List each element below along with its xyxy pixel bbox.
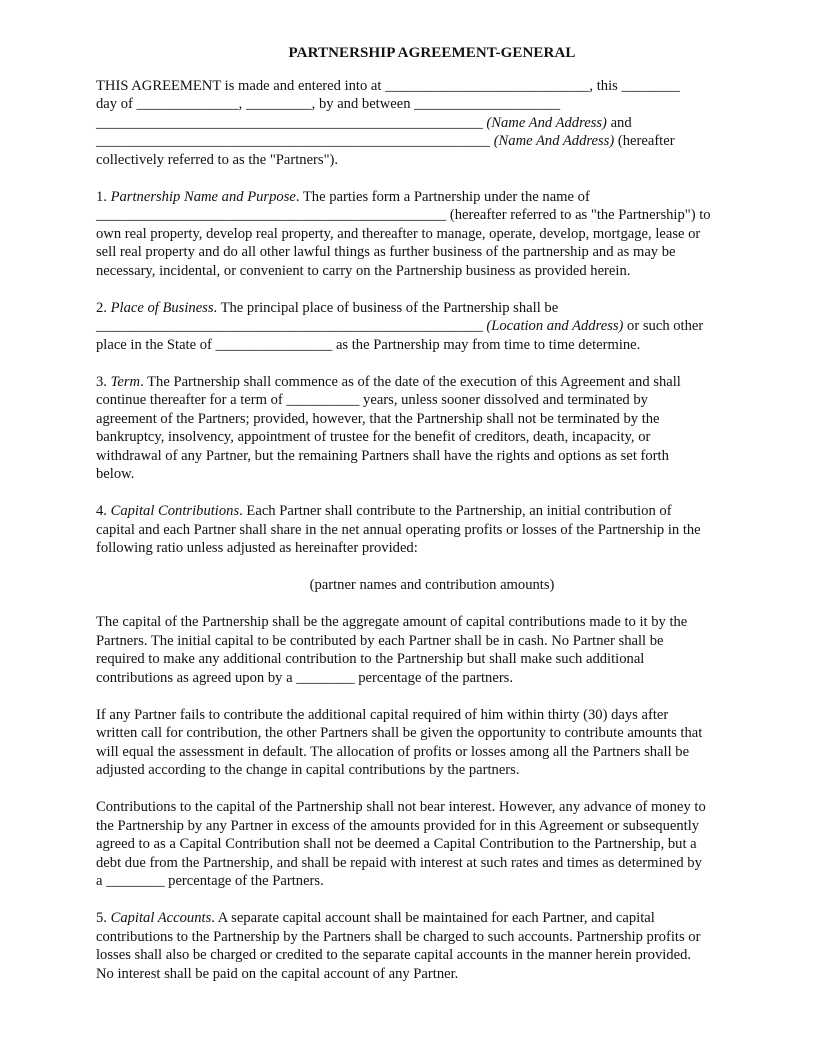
intro-line-5: collectively referred to as the "Partners"). bbox=[96, 151, 339, 168]
section-4-line-3: following ratio unless adjusted as hereinafter provided: bbox=[96, 540, 418, 556]
interest-paragraph bbox=[96, 798, 768, 891]
section-1-paragraph bbox=[96, 188, 768, 281]
name-blank-1: _____________________________________________________ bbox=[96, 114, 487, 131]
section-1-line-2: ________________________________________________ (hereafter referred to as "the Partnership") to bbox=[96, 207, 711, 223]
partner-fails-paragraph bbox=[96, 706, 768, 780]
section-5-line-2: contributions to the Partnership by the Partners shall be charged to such accounts. Partnership profits or bbox=[96, 928, 701, 945]
section-5-heading: Capital Accounts bbox=[110, 910, 212, 926]
section-3-line-2: continue thereafter for a term of __________ years, unless sooner dissolved and terminated by bbox=[96, 392, 648, 408]
section-3-line-1 bbox=[96, 373, 768, 392]
intro-paragraph bbox=[96, 77, 768, 170]
name-blank-2: ______________________________________________________ bbox=[96, 133, 494, 149]
section-2-line-2-end: or such other bbox=[623, 318, 704, 334]
section-2-line-1 bbox=[96, 299, 768, 318]
interest-line-3: agreed to as a Capital Contribution shall not be deemed a Capital Contribution to the Partnership, but a bbox=[96, 836, 697, 852]
section-2-line-3: place in the State of ________________ as the Partnership may from time to time determine. bbox=[96, 336, 641, 353]
name-and-address-label-2: (Name And Address) bbox=[493, 133, 615, 149]
section-5-line-1-rest: . A separate capital account shall be maintained for each Partner, and capital bbox=[211, 910, 655, 926]
name-and-address-label-1: (Name And Address) bbox=[486, 114, 607, 131]
interest-line-4: debt due from the Partnership, and shall be repaid with interest at such rates and times as determined by bbox=[96, 854, 702, 871]
section-4-line-1 bbox=[96, 502, 768, 521]
section-5-line-4: No interest shall be paid on the capital account of any Partner. bbox=[96, 965, 459, 982]
section-5-line-3: losses shall also be charged or credited to the separate capital accounts in the manner herein provided. bbox=[96, 947, 692, 963]
interest-line-5: a ________ percentage of the Partners. bbox=[96, 873, 324, 889]
section-2-line-2 bbox=[96, 317, 768, 336]
section-1-line-5: necessary, incidental, or convenient to carry on the Partnership business as provided herein. bbox=[96, 262, 631, 279]
section-3-paragraph bbox=[96, 373, 768, 484]
section-4-heading: Capital Contributions bbox=[110, 503, 240, 519]
section-3-number: 3. bbox=[96, 373, 111, 390]
section-3-line-5: withdrawal of any Partner, but the remaining Partners shall have the rights and options as set forth bbox=[96, 447, 669, 464]
section-2-number: 2. bbox=[96, 299, 111, 316]
section-1-line-3: own real property, develop real property, and thereafter to manage, operate, develop, mortgage, lease or bbox=[96, 225, 701, 242]
section-1-heading: Partnership Name and Purpose bbox=[110, 188, 296, 205]
intro-line-3-end: and bbox=[606, 114, 632, 131]
location-and-address-label: (Location and Address) bbox=[486, 318, 624, 334]
capital-paragraph bbox=[96, 613, 768, 687]
section-4-line-2: capital and each Partner shall share in the net annual operating profits or losses of the Partnership in the bbox=[96, 521, 701, 538]
section-1-line-1 bbox=[96, 188, 768, 207]
intro-line-3 bbox=[96, 114, 768, 133]
section-1-line-4: sell real property and do all other lawful things as further business of the partnership and as may be bbox=[96, 244, 676, 260]
section-2-heading: Place of Business bbox=[110, 299, 214, 316]
section-5-number: 5. bbox=[96, 910, 111, 926]
partner-contributions-placeholder: (partner names and contribution amounts) bbox=[309, 577, 555, 593]
intro-line-4-end: (hereafter bbox=[614, 133, 675, 149]
section-3-line-4: bankruptcy, insolvency, appointment of trustee for the benefit of creditors, death, incapacity, or bbox=[96, 429, 651, 445]
capital-line-4: contributions as agreed upon by a ________ percentage of the partners. bbox=[96, 669, 514, 686]
section-3-line-3: agreement of the Partners; provided, however, that the Partnership shall not be terminated by the bbox=[96, 410, 660, 427]
fails-line-2: written call for contribution, the other Partners shall be given the opportunity to contribute amounts that bbox=[96, 725, 703, 741]
section-4-number: 4. bbox=[96, 503, 111, 519]
capital-line-1: The capital of the Partnership shall be the aggregate amount of capital contributions made to it by the bbox=[96, 614, 688, 630]
document-page bbox=[96, 44, 768, 1002]
section-5-paragraph bbox=[96, 909, 768, 983]
location-blank: _____________________________________________________ bbox=[96, 318, 487, 334]
fails-line-1: If any Partner fails to contribute the additional capital required of him within thirty (30) days after bbox=[96, 706, 669, 723]
interest-line-1: Contributions to the capital of the Partnership shall not bear interest. However, any advance of money to bbox=[96, 799, 706, 815]
interest-line-2: the Partnership by any Partner in excess of the amounts provided for in this Agreement or subsequently bbox=[96, 817, 700, 834]
section-2-paragraph bbox=[96, 299, 768, 355]
section-1-number: 1. bbox=[96, 188, 111, 205]
fails-line-3: will equal the assessment in default. The allocation of profits or losses among all the Partners shall be bbox=[96, 743, 690, 760]
intro-line-2: day of ______________, _________, by and between ____________________ bbox=[96, 96, 561, 112]
section-5-line-1 bbox=[96, 909, 768, 928]
capital-line-3: required to make any additional contribution to the Partnership but shall make such additional bbox=[96, 651, 645, 667]
section-2-line-1-rest: . The principal place of business of the Partnership shall be bbox=[213, 299, 559, 316]
section-3-line-1-rest: . The Partnership shall commence as of the date of the execution of this Agreement and shall bbox=[140, 373, 681, 390]
intro-line-1: THIS AGREEMENT is made and entered into at ____________________________, this ________ bbox=[96, 77, 680, 94]
capital-line-2: Partners. The initial capital to be contributed by each Partner shall be in cash. No Partner shall be bbox=[96, 632, 664, 649]
section-3-line-6: below. bbox=[96, 466, 135, 482]
section-3-heading: Term bbox=[110, 373, 141, 390]
section-4-line-1-rest: . Each Partner shall contribute to the Partnership, an initial contribution of bbox=[239, 503, 672, 519]
document-title: PARTNERSHIP AGREEMENT-GENERAL bbox=[288, 45, 576, 61]
section-4-paragraph bbox=[96, 502, 768, 558]
fails-line-4: adjusted according to the change in capital contributions by the partners. bbox=[96, 762, 520, 778]
intro-line-4 bbox=[96, 132, 768, 151]
section-1-line-1-rest: . The parties form a Partnership under the name of bbox=[295, 188, 590, 205]
